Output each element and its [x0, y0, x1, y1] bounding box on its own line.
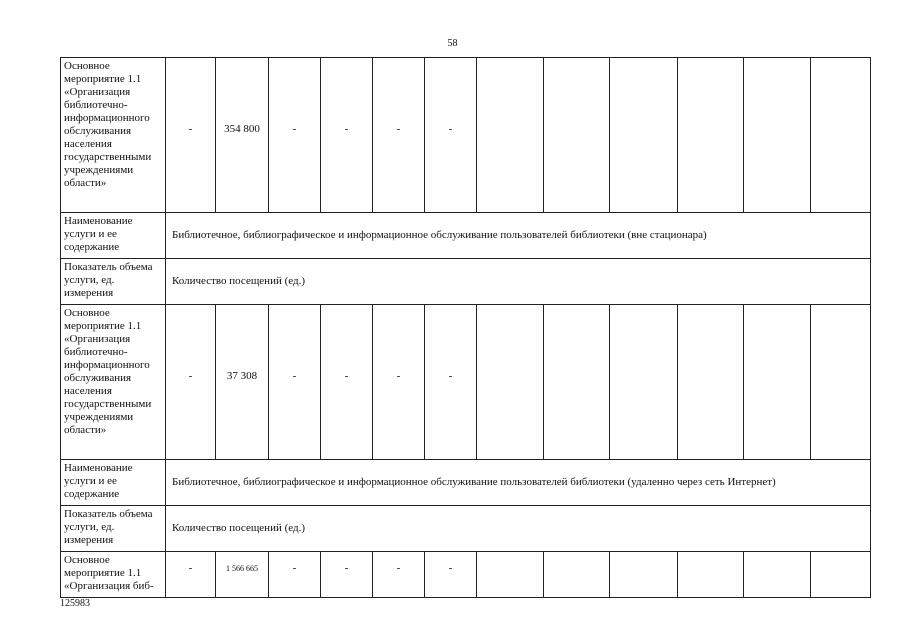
row-label: Наименование услуги и ее содержание	[61, 213, 166, 259]
row-label: Показатель объема услуги, ед. измерения	[61, 506, 166, 552]
service-description: Библиотечное, библиографическое и информационное обслуживание пользователей библиотеки (удаленно через сеть Интернет)	[166, 460, 871, 506]
value-cell	[744, 305, 811, 460]
table-row-measure	[61, 305, 871, 460]
table-row-volume-indicator	[61, 259, 871, 305]
table-row-service-name	[61, 213, 871, 259]
value-cell: -	[373, 552, 425, 598]
value-cell	[610, 552, 678, 598]
value-cell	[678, 58, 744, 213]
value-cell	[744, 58, 811, 213]
value-cell	[477, 58, 544, 213]
indicator-description: Количество посещений (ед.)	[166, 506, 871, 552]
service-description: Библиотечное, библиографическое и информационное обслуживание пользователей библиотеки (вне стационара)	[166, 213, 871, 259]
indicator-description: Количество посещений (ед.)	[166, 259, 871, 305]
table-row-measure	[61, 58, 871, 213]
table-row-service-name	[61, 460, 871, 506]
value-cell	[744, 552, 811, 598]
value-cell: 354 800	[216, 58, 269, 213]
value-cell: -	[166, 305, 216, 460]
document-id: 125983	[60, 598, 90, 609]
value-cell	[544, 552, 610, 598]
value-cell	[544, 58, 610, 213]
value-cell: -	[373, 58, 425, 213]
value-cell: -	[425, 305, 477, 460]
value-cell: -	[269, 305, 321, 460]
row-label: Основное мероприятие 1.1 «Организация библиотечно-информационного обслуживания населения государственными учреждениями области»	[61, 58, 166, 213]
value-cell	[678, 305, 744, 460]
value-cell	[811, 305, 871, 460]
value-cell	[477, 305, 544, 460]
value-cell: -	[166, 58, 216, 213]
row-label: Показатель объема услуги, ед. измерения	[61, 259, 166, 305]
value-cell: -	[373, 305, 425, 460]
value-cell: -	[321, 552, 373, 598]
value-cell: -	[269, 552, 321, 598]
row-label: Наименование услуги и ее содержание	[61, 460, 166, 506]
value-cell	[811, 552, 871, 598]
row-label: Основное мероприятие 1.1 «Организация библиотечно-информационного обслуживания населения государственными учреждениями области»	[61, 305, 166, 460]
value-cell: -	[269, 58, 321, 213]
value-cell	[477, 552, 544, 598]
page-number: 58	[447, 38, 458, 49]
value-cell: -	[321, 58, 373, 213]
value-cell	[811, 58, 871, 213]
value-cell: 37 308	[216, 305, 269, 460]
row-label: Основное мероприятие 1.1 «Организация биб-	[61, 552, 166, 598]
value-cell: -	[425, 552, 477, 598]
value-cell: -	[425, 58, 477, 213]
value-cell: -	[321, 305, 373, 460]
table-row-measure	[61, 552, 871, 598]
value-cell	[610, 305, 678, 460]
value-cell: 1 566 665	[216, 552, 269, 598]
value-cell	[544, 305, 610, 460]
program-table	[60, 57, 871, 598]
value-cell	[610, 58, 678, 213]
value-cell	[678, 552, 744, 598]
table-row-volume-indicator	[61, 506, 871, 552]
value-cell: -	[166, 552, 216, 598]
